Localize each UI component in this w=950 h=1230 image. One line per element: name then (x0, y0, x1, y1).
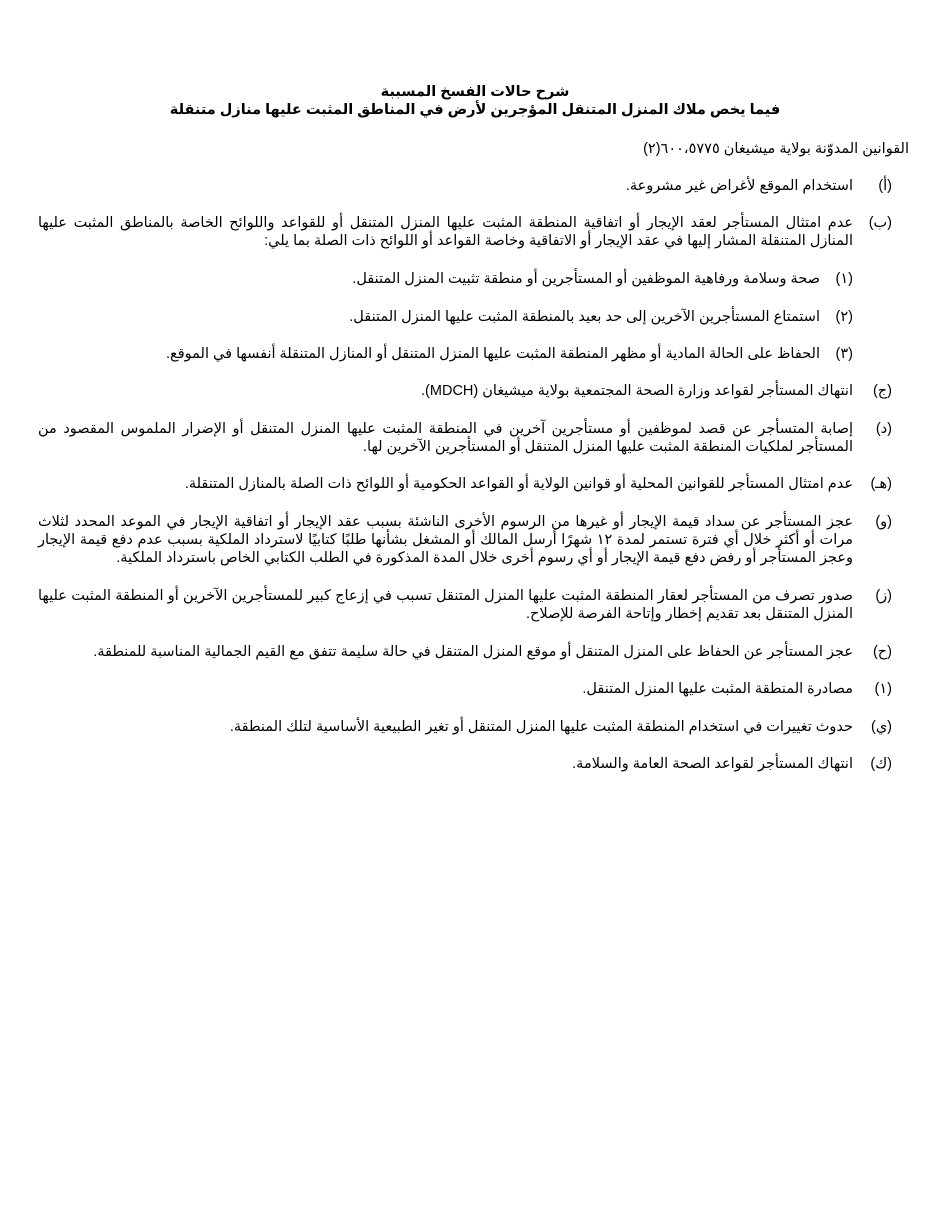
list-item-marker: (٢) (835, 309, 853, 325)
list-item-marker: (و) (875, 514, 892, 530)
list-item-text: استخدام الموقع لأغراض غير مشروعة. (625, 178, 853, 194)
list-item-marker: (هـ) (870, 476, 892, 492)
list-item-text: الحفاظ على الحالة المادية أو مظهر المنطقة المثبت عليها المنزل المتنقل أو المنازل المتنقلة أنفسها في الموقع. (166, 346, 820, 362)
law-reference: القوانين المدوّنة بولاية ميشيغان ٦٠٠،٥٧٧٥(٢) (643, 141, 909, 157)
list-item-marker: (ك) (870, 756, 892, 772)
list-item-marker: (ب) (868, 215, 892, 231)
list-item-text: صدور تصرف من المستأجر لعقار المنطقة المثبت عليها المنزل المتنقل تسبب في إزعاج كبير للمستأجرين الآخرين أو المنطقة المثبت عليها المنزل المتنقل بعد تقديم إخطار وإتاحة الفرصة للإصلاح. (38, 588, 853, 622)
list-item-marker: (٣) (835, 346, 853, 362)
list-item-marker: (ز) (875, 588, 892, 604)
document-title: شرح حالات الفسخ المسببة (380, 84, 570, 100)
list-item-marker: (١) (835, 271, 853, 287)
document-subtitle: فيما يخص ملاك المنزل المتنقل المؤجرين لأرض في المناطق المثبت عليها منازل متنقلة (169, 102, 781, 118)
list-item-text: صحة وسلامة ورفاهية الموظفين أو المستأجرين أو منطقة تثبيت المنزل المتنقل. (352, 271, 820, 287)
list-item-text: إصابة المتسأجر عن قصد لموظفين أو مستأجرين آخرين في المنطقة المثبت عليها المنزل المتنقل أو الإضرار الملموس المقصود من المستأجر لملكيات المنطقة المثبت عليها المنزل المتنقل أو المستأجرين الآخرين لها. (38, 421, 853, 455)
list-item-text: استمتاع المستأجرين الآخرين إلى حد بعيد بالمنطقة المثبت عليها المنزل المتنقل. (349, 309, 820, 325)
list-item-text: انتهاك المستأجر لقواعد وزارة الصحة المجتمعية بولاية ميشيغان (MDCH). (421, 383, 853, 399)
list-item-text: عدم امتثال المستأجر لعقد الإيجار أو اتفاقية المنطقة المثبت عليها المنزل المتنقل أو للقواعد واللوائح الخاصة بالمناطق المثبت عليها المنازل المتنقلة المشار إليها في عقد الإيجار أو الاتفاقية وخاصة القواعد أو اللوائح ذات الصلة بما يلي: (38, 215, 853, 249)
list-item-marker: (أ) (878, 178, 892, 194)
list-item-marker: (د) (875, 421, 892, 437)
list-item-text: عدم امتثال المستأجر للقوانين المحلية أو قوانين الولاية أو القواعد الحكومية أو اللوائح ذات الصلة بالمنازل المتنقلة. (184, 476, 853, 492)
list-item-marker: (ح) (872, 644, 892, 660)
list-item-marker: (١) (874, 681, 892, 697)
list-item-text: عجز المستأجر عن الحفاظ على المنزل المتنقل أو موقع المنزل المتنقل في حالة سليمة تتفق مع القيم الجمالية المناسبة للمنطقة. (93, 644, 853, 660)
list-item-marker: (ي) (870, 719, 892, 735)
list-item-text: حدوث تغييرات في استخدام المنطقة المثبت عليها المنزل المتنقل أو تغير الطبيعية الأساسية لتلك المنطقة. (229, 719, 853, 735)
list-item-text: عجز المستأجر عن سداد قيمة الإيجار أو غيرها من الرسوم الأخرى الناشئة بسبب عقد الإيجار أو اتفاقية الإيجار في الموعد المحدد لثلاث مرات أو أكثر خلال أي فترة تستمر لمدة ١٢ شهرًا أرسل المالك أو المشغل بشأنها طلبًا كتابيًا لاسترداد الملكية بسبب عدم دفع قيمة الإيجار وعجز المستأجر أو رفض دفع قيمة الإيجار أو أي رسوم أخرى خلال المدة المذكورة في الطلب الكتابي الخاص باسترداد الملكية. (38, 514, 854, 566)
list-item-text: مصادرة المنطقة المثبت عليها المنزل المتنقل. (582, 681, 853, 697)
list-item-marker: (ج) (872, 383, 892, 399)
document-header (0, 83, 950, 119)
list-item-text: انتهاك المستأجر لقواعد الصحة العامة والسلامة. (572, 756, 853, 772)
